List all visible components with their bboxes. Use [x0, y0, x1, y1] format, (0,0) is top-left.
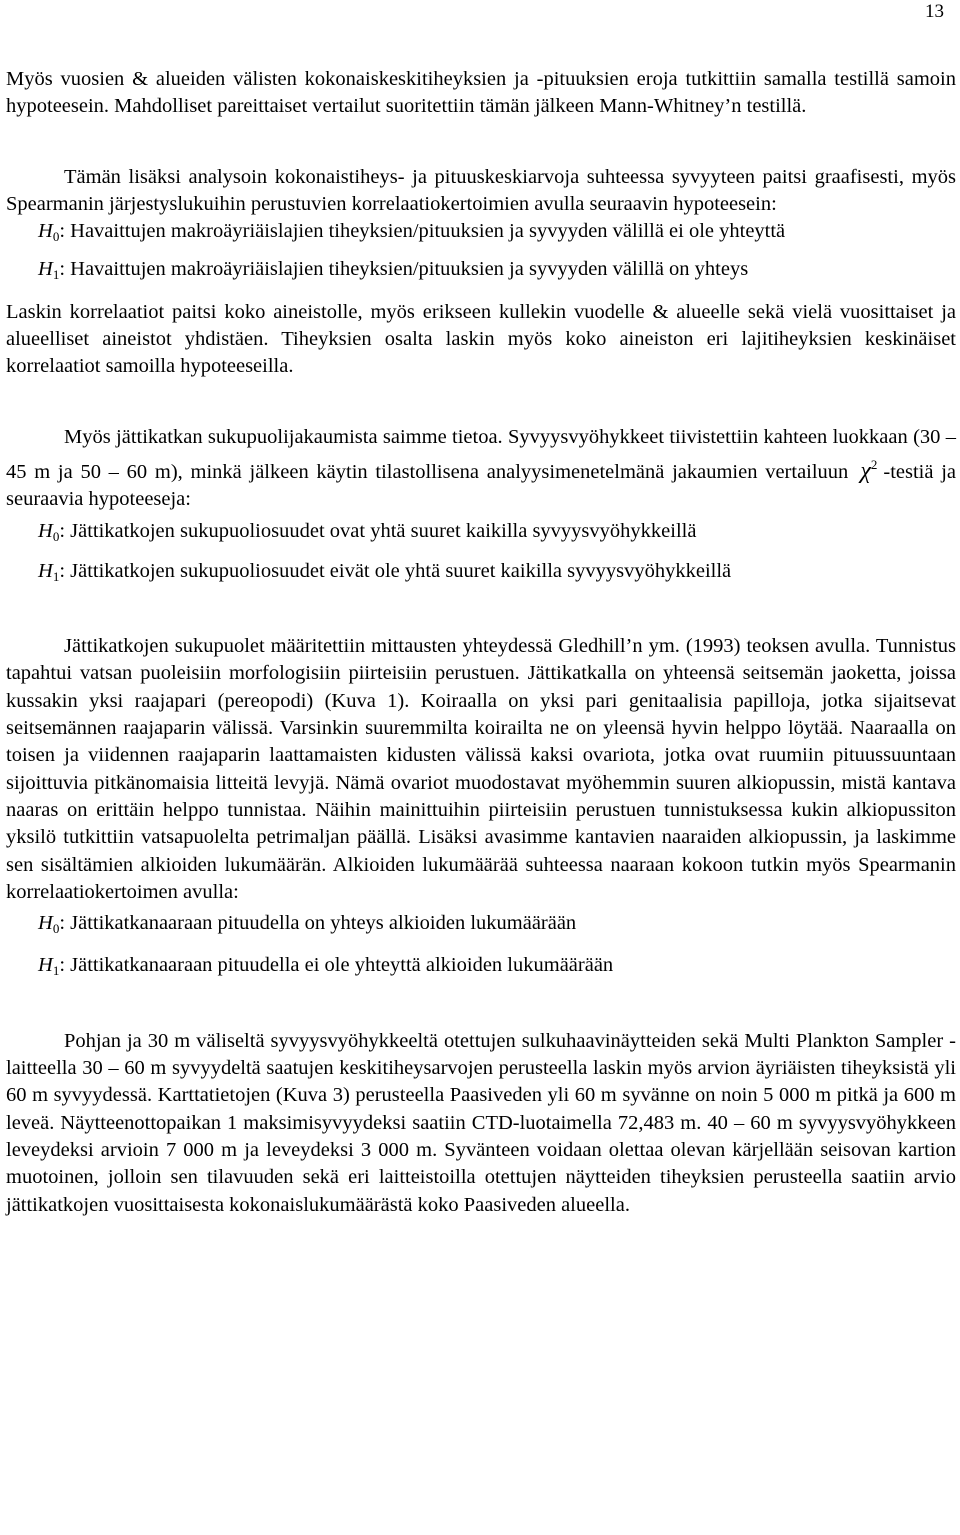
- h0-embryo-text: : Jättikatkanaaraan pituudella on yhteys alkioiden lukumäärään: [59, 912, 577, 935]
- paragraph-6: Pohjan ja 30 m väliseltä syvyysvyöhykkeeltä otettujen sulkuhaavinäytteiden sekä Multi Plankton Sampler -laitteella 30 – 60 m syvyydeltä saatujen keskitiheysarvojen perusteella laskin myös arvion äyriäisten tiheyksistä yli 60 m syvyydessä. Karttatietojen (Kuva 3) perusteella Paasiveden yli 60 m syvänne on noin 5 000 m pitkä ja 600 m leveä. Näytteenottopaikan 1 maksimisyvyydeksi saatiin CTD-luotaimella 72,483 m. 40 – 60 m syvyysvyöhykkeen leveydeksi arvioin 7 000 m ja leveydeksi 3 000 m. Syvänteen voidaan olettaa olevan kärjellään seisovan kartion muotoinen, jolloin sen tilavuuden sekä eri laitteistoilla otettujen näytteiden tiheyksien perusteella saatiin arvio jättikatkojen vuosittaisesta kokonaislukumäärästä koko Paasiveden alueella.: [6, 1029, 956, 1216]
- paragraph-2: Tämän lisäksi analysoin kokonaistiheys- ja pituuskeskiarvoja suhteessa syvyyteen paitsi graafisesti, myös Spearmanin järjestyslukuihin perustuvien korrelaatiokertoimien avulla seuraavin hypoteesein:: [6, 165, 956, 215]
- h1-embryo-text: : Jättikatkanaaraan pituudella ei ole yhteyttä alkioiden lukumäärään: [59, 954, 614, 977]
- h1-symbol: $H_1$: [38, 954, 60, 979]
- h0-symbol: $H_0$: [38, 220, 60, 245]
- h1-sex-text: : Jättikatkojen sukupuoliosuudet eivät ole yhtä suuret kaikilla syvyysvyöhykkeillä: [59, 559, 732, 582]
- hypothesis-h0-density: [6, 218, 956, 250]
- chi-square-symbol: $\chi^2$: [860, 456, 878, 484]
- document-body: [6, 66, 956, 1219]
- h0-sex-text: : Jättikatkojen sukupuoliosuudet ovat yhtä suuret kaikilla syvyysvyöhykkeillä: [59, 519, 697, 542]
- paragraph-1: Myös vuosien & alueiden välisten kokonaiskeskitiheyksien ja -pituuksien eroja tutkittiin samalla testillä samoin hypoteesein. Mahdolliset pareittaiset vertailut suoritettiin tämän jälkeen Mann-Whitney’n testillä.: [6, 68, 956, 118]
- h1-symbol: $H_1$: [38, 559, 60, 584]
- hypothesis-h0-embryo: [6, 910, 956, 942]
- hypothesis-h1-sex: [6, 558, 956, 590]
- hypothesis-h1-embryo: [6, 952, 956, 984]
- h1-symbol: $H_1$: [38, 258, 60, 283]
- h1-density-text: : Havaittujen makroäyriäislajien tiheyksien/pituuksien ja syvyyden välillä on yhteys: [59, 258, 749, 281]
- h0-symbol: $H_0$: [38, 912, 60, 937]
- page-number: 13: [925, 1, 944, 22]
- h0-symbol: $H_0$: [38, 519, 60, 544]
- h0-density-text: : Havaittujen makroäyriäislajien tiheyksien/pituuksien ja syvyyden välillä ei ole yhteyttä: [59, 220, 786, 243]
- paragraph-4: Myös jättikatkan sukupuolijakaumista saimme tietoa. Syvyysvyöhykkeet tiivistettiin kahteen luokkaan (30 – 45 m ja 50 – 60 m), minkä jälkeen käytin tilastollisena analyysimenetelmänä jakaumien vertailuun $\chi^2$ -testiä ja seuraavia hypoteeseja:: [6, 425, 956, 511]
- hypothesis-h0-sex: [6, 518, 956, 550]
- paragraph-3: Laskin korrelaatiot paitsi koko aineistolle, myös erikseen kullekin vuodelle & alueelle sekä vielä vuosittaiset ja alueelliset aineistot yhdistäen. Tiheyksien osalta laskin myös koko aineiston eri lajitiheyksien keskinäiset korrelaatiot samoilla hypoteeseilla.: [6, 300, 956, 378]
- paragraph-5: Jättikatkojen sukupuolet määritettiin mittausten yhteydessä Gledhill’n ym. (1993) teoksen avulla. Tunnistus tapahtui vatsan puoleisiin morfologisiin piirteisiin perustuen. Jättikatkalla on yhteensä seitsemän jaoketta, joissa kussakin yksi raajapari (pereopodi) (Kuva 1). Koiraalla on yksi pari genitaalisia papilloja, jotka sijaitsevat seitsemännen raajaparin välissä. Varsinkin suuremmilta koirailta ne on yleensä hyvin helppo löytää. Naaraalla on toisen ja viidennen raajaparin laattamaisten kidusten välissä kaksi ovariota, jotka ovat ruumiin pituussuuntaan sijoittuvia pitkänomaisia litteitä levyjä. Nämä ovariot muodostavat myöhemmin suuren alkiopussin, mistä kantava naaras on erittäin helppo tunnistaa. Näihin mainittuihin piirteisiin perustuen tunnistuksessa kukin alkiopussiton yksilö tutkittiin vatsapuolelta petrimaljan päällä. Lisäksi avasimme kantavien naaraiden alkiopussin, ja laskimme sen sisältämien alkioiden lukumäärän. Alkioiden lukumäärää suhteessa naaraan kokoon tutkin myös Spearmanin korrelaatiokertoimen avulla:: [6, 635, 956, 903]
- hypothesis-h1-density: [6, 256, 956, 288]
